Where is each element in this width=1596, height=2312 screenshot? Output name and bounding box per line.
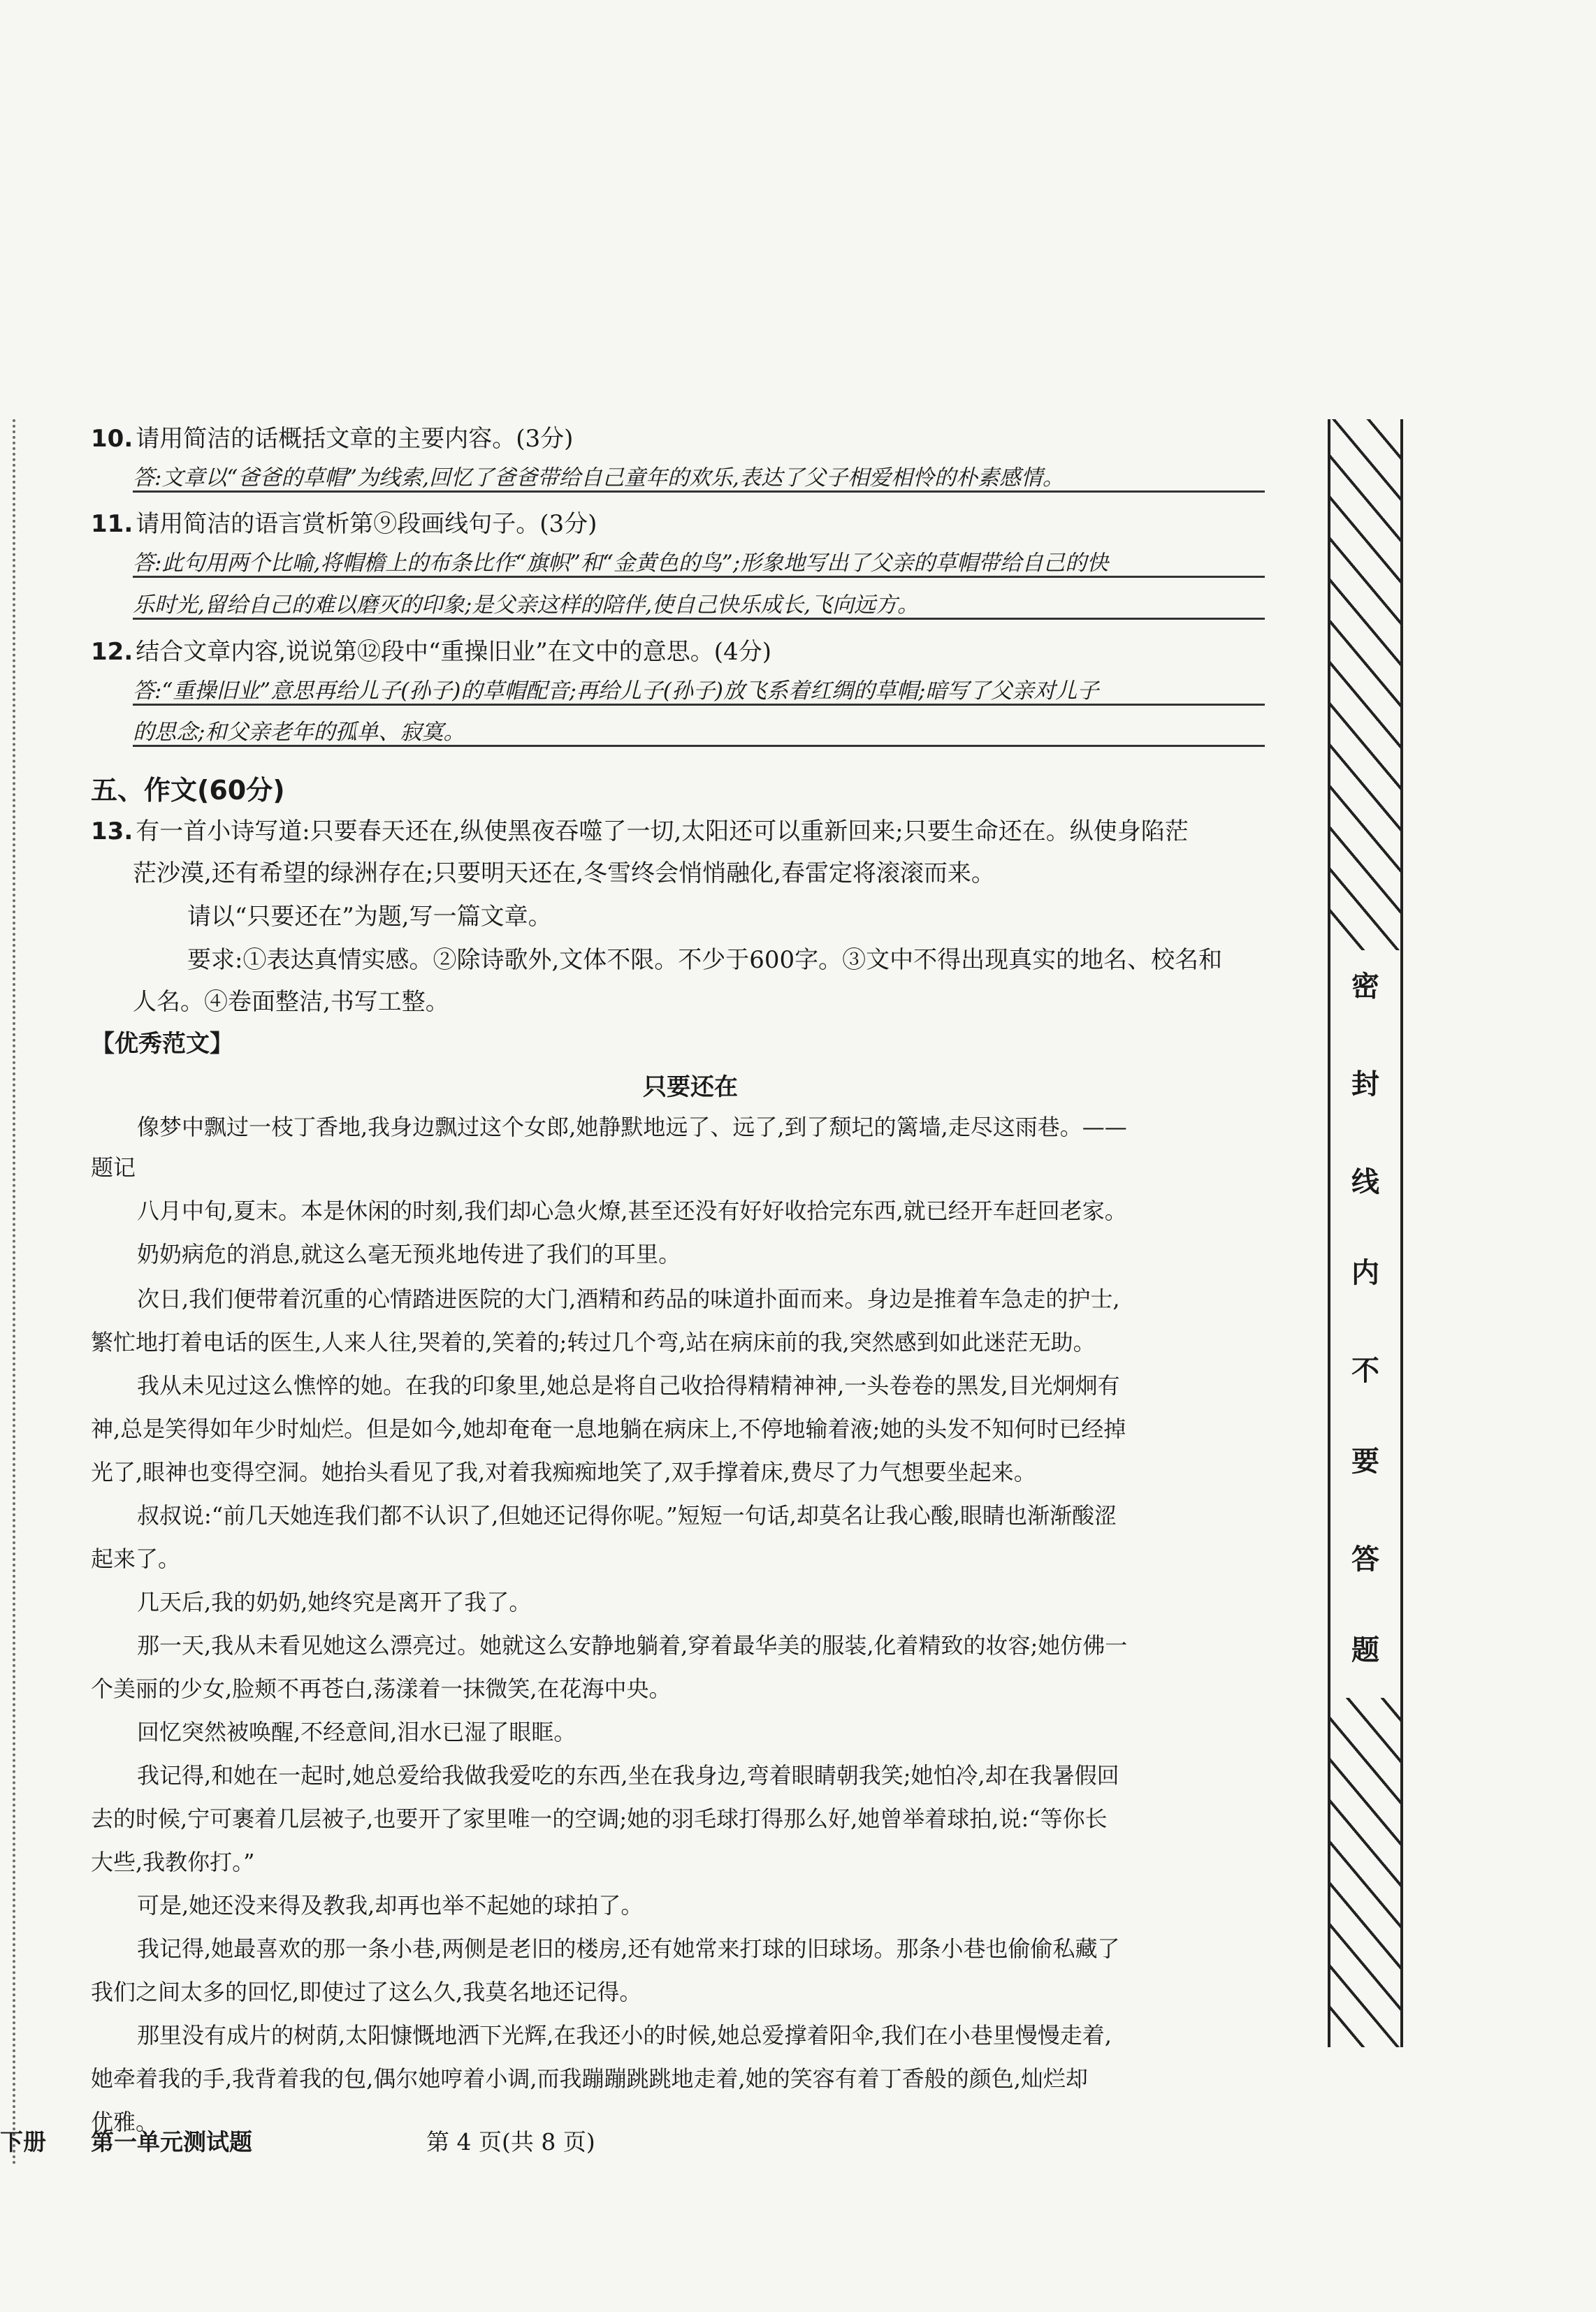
essay-line: 回忆突然被唤醒,不经意间,泪水已湿了眼眶。 — [137, 1719, 576, 1745]
answer-underline — [133, 704, 1265, 706]
question-13-requirements-2: 人名。④卷面整洁,书写工整。 — [133, 988, 449, 1016]
essay-line: 神,总是笑得如年少时灿烂。但是如今,她却奄奄一息地躺在病床上,不停地输着液;她的头发不知何时已经掉 — [91, 1416, 1126, 1442]
question-12: 12. 结合文章内容,说说第⑫段中“重操旧业”在文中的意思。(4分) — [91, 638, 771, 666]
answer-underline — [133, 576, 1265, 578]
binding-dotted-line — [13, 419, 15, 2166]
essay-line: 八月中旬,夏末。本是休闲的时刻,我们却心急火燎,甚至还没有好好收拾完东西,就已经开车赶回老家。 — [137, 1198, 1127, 1224]
seal-char: 题 — [1351, 1634, 1379, 1666]
essay-line: 大些,我教你打。” — [91, 1849, 255, 1875]
seal-char: 答 — [1351, 1543, 1379, 1576]
essay-line: 几天后,我的奶奶,她终究是离开了我了。 — [137, 1589, 532, 1615]
essay-line: 繁忙地打着电话的医生,人来人往,哭着的,笑着的;转过几个弯,站在病床前的我,突然感到如此迷茫无助。 — [91, 1329, 1096, 1355]
essay-line: 起来了。 — [91, 1546, 181, 1572]
section-heading-composition: 五、作文(60分) — [91, 775, 285, 806]
essay-line: 我们之间太多的回忆,即使过了这么久,我莫名地还记得。 — [91, 1979, 642, 2005]
essay-line: 次日,我们便带着沉重的心情踏进医院的大门,酒精和药品的味道扑面而来。身边是推着车急走的护士, — [137, 1286, 1120, 1312]
essay-line: 光了,眼神也变得空洞。她抬头看见了我,对着我痴痴地笑了,双手撑着床,费尽了力气想要坐起来。 — [91, 1459, 1036, 1485]
essay-line: 我从未见过这么憔悴的她。在我的印象里,她总是将自己收拾得精精神神,一头卷卷的黑发,目光炯炯有 — [137, 1372, 1120, 1399]
question-13-requirements-1: 要求:①表达真情实感。②除诗歌外,文体不限。不少于600字。③文中不得出现真实的地名、校名和 — [187, 946, 1223, 974]
hatch-pattern — [1330, 419, 1400, 950]
essay-line: 像梦中飘过一枝丁香地,我身边飘过这个女郎,她静默地远了、远了,到了颓圮的篱墙,走尽这雨巷。—— — [137, 1114, 1127, 1140]
seal-char: 封 — [1351, 1068, 1379, 1100]
question-11: 11. 请用简洁的语言赏析第⑨段画线句子。(3分) — [91, 510, 597, 538]
seal-char: 不 — [1351, 1355, 1379, 1387]
answer-underline — [133, 745, 1265, 747]
question-13-instruction: 请以“只要还在”为题,写一篇文章。 — [187, 903, 552, 931]
essay-line: 可是,她还没来得及教我,却再也举不起她的球拍了。 — [137, 1892, 644, 1919]
essay-line: 个美丽的少女,脸颊不再苍白,荡漾着一抹微笑,在花海中央。 — [91, 1675, 672, 1702]
seal-char: 线 — [1351, 1166, 1379, 1198]
answer-11-line-1: 答:此句用两个比喻,将帽檐上的布条比作“旗帜”和“金黄色的鸟”;形象地写出了父亲的草帽带给自己的快 — [133, 551, 1109, 576]
essay-line: 她牵着我的手,我背着我的包,偶尔她哼着小调,而我蹦蹦跳跳地走着,她的笑容有着丁香般的颜色,灿烂却 — [91, 2065, 1088, 2092]
essay-line: 奶奶病危的消息,就这么毫无预兆地传进了我们的耳里。 — [137, 1241, 681, 1267]
question-13-line-2: 茫沙漠,还有希望的绿洲存在;只要明天还在,冬雪终会悄悄融化,春雷定将滚滚而来。 — [133, 859, 995, 887]
answer-12-line-2: 的思念;和父亲老年的孤单、寂寞。 — [133, 720, 465, 745]
question-13-line-1: 13. 有一首小诗写道:只要春天还在,纵使黑夜吞噬了一切,太阳还可以重新回来;只要生命还在。纵使身陷茫 — [91, 817, 1189, 845]
essay-title: 只要还在 — [643, 1073, 738, 1101]
answer-underline — [133, 618, 1265, 620]
hatch-pattern — [1330, 1698, 1400, 2047]
seal-char: 内 — [1351, 1257, 1379, 1289]
essay-line: 叔叔说:“前几天她连我们都不认识了,但她还记得你呢。”短短一句话,却莫名让我心酸,眼睛也渐渐酸涩 — [137, 1502, 1117, 1529]
essay-line: 那里没有成片的树荫,太阳慷慨地洒下光辉,在我还小的时候,她总爱撑着阳伞,我们在小巷里慢慢走着, — [137, 2022, 1112, 2049]
seal-char: 要 — [1351, 1446, 1379, 1478]
answer-12-line-1: 答:“重操旧业”意思再给儿子(孙子)的草帽配音;再给儿子(孙子)放飞系着红绸的草帽;暗写了父亲对儿子 — [133, 678, 1099, 704]
footer-page-number: 第 4 页(共 8 页) — [426, 2128, 595, 2155]
essay-line: 那一天,我从未看见她这么漂亮过。她就这么安静地躺着,穿着最华美的服装,化着精致的妆容;她仿佛一 — [137, 1632, 1128, 1659]
essay-line: 我记得,她最喜欢的那一条小巷,两侧是老旧的楼房,还有她常来打球的旧球场。那条小巷也偷偷私藏了 — [137, 1935, 1120, 1962]
seal-line-strip — [1328, 419, 1403, 2047]
model-essay-label: 【优秀范文】 — [91, 1030, 233, 1058]
answer-underline — [133, 490, 1265, 493]
essay-line: 去的时候,宁可裹着几层被子,也要开了家里唯一的空调;她的羽毛球打得那么好,她曾举着球拍,说:“等你长 — [91, 1805, 1108, 1832]
answer-11-line-2: 乐时光,留给自己的难以磨灭的印象;是父亲这样的陪伴,使自己快乐成长,飞向远方。 — [133, 592, 920, 618]
footer-unit-title: 第一单元测试题 — [91, 2128, 252, 2155]
essay-line: 我记得,和她在一起时,她总爱给我做我爱吃的东西,坐在我身边,弯着眼睛朝我笑;她怕冷,却在我暑假回 — [137, 1762, 1119, 1789]
seal-char: 密 — [1351, 970, 1379, 1003]
question-10: 10. 请用简洁的话概括文章的主要内容。(3分) — [91, 425, 574, 453]
essay-line: 题记 — [91, 1154, 136, 1181]
essay-line: 优雅。 — [91, 2109, 159, 2135]
answer-10-line-1: 答:文章以“爸爸的草帽”为线索,回忆了爸爸带给自己童年的欢乐,表达了父子相爱相怜的朴素感情。 — [133, 465, 1064, 490]
footer-volume: 下册 — [0, 2128, 46, 2155]
